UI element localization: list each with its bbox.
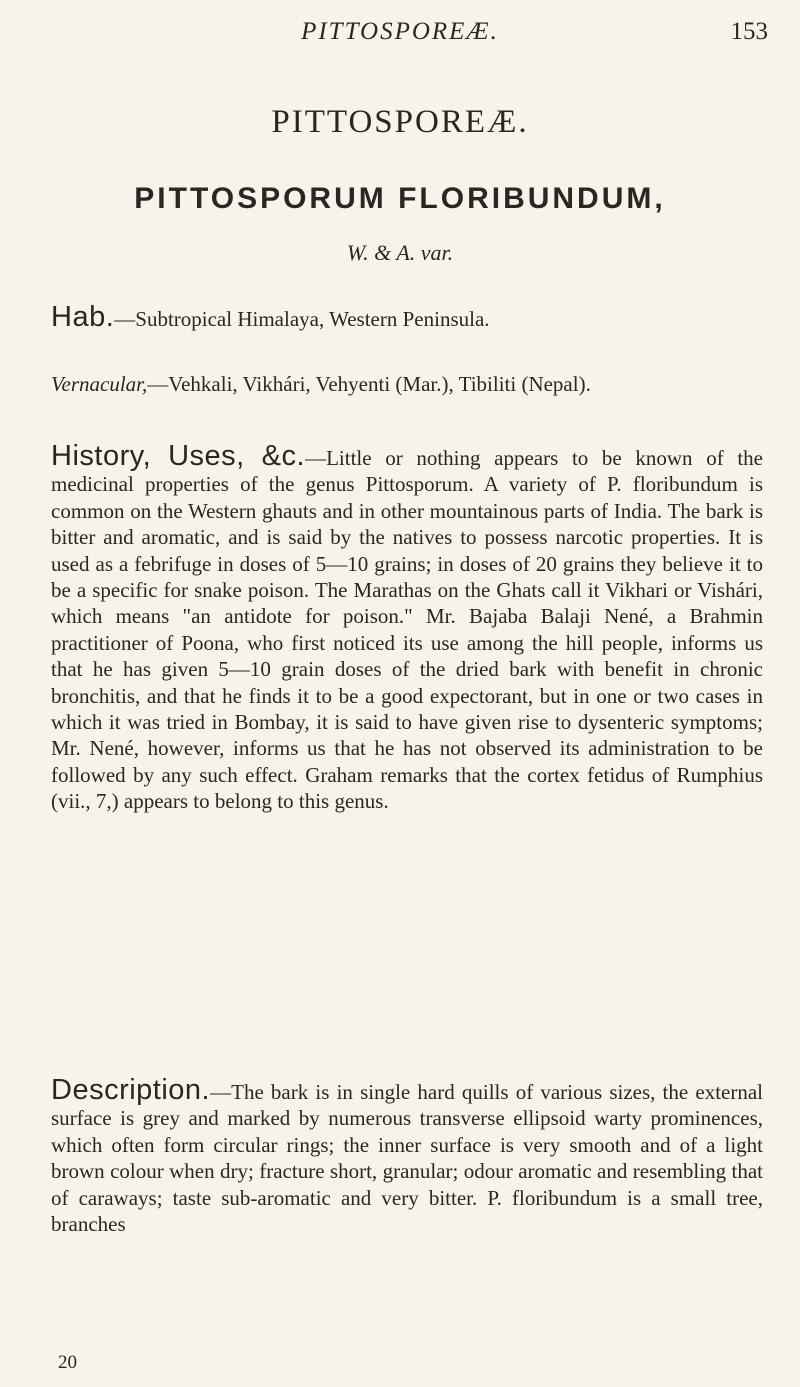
signature-mark: 20 bbox=[58, 1352, 77, 1373]
vernacular-paragraph bbox=[51, 371, 763, 397]
description-paragraph bbox=[51, 1074, 763, 1237]
page-number: 153 bbox=[730, 18, 768, 45]
vernacular-heading: Vernacular, bbox=[51, 372, 148, 396]
history-paragraph bbox=[51, 440, 763, 815]
running-title: PITTOSPOREÆ. bbox=[301, 18, 499, 45]
vernacular-text: —Vehkali, Vikhári, Vehyenti (Mar.), Tibiliti (Nepal). bbox=[147, 372, 591, 396]
history-heading: History, Uses, &c. bbox=[51, 440, 306, 472]
description-heading: Description. bbox=[51, 1074, 211, 1106]
species-authority: W. & A. var. bbox=[346, 240, 454, 265]
species-title: PITTOSPORUM FLORIBUNDUM, bbox=[134, 182, 666, 215]
description-text: —The bark is in single hard quills of various sizes, the external surface is grey and marked by numerous transverse ellipsoid warty prominences, which often form circular rings; the inner surface is very smooth and of a light brown colour when dry; fracture short, granular; odour aromatic and resembling that of caraways; taste sub-aromatic and very bitter. P. floribundum is a small tree, branches bbox=[51, 1080, 763, 1237]
history-text: —Little or nothing appears to be known of the medicinal properties of the genus Pittosporum. A variety of P. floribundum is common on the Western ghauts and in other mountainous parts of India. The bark is bitter and aromatic, and is said by the natives to possess narcotic properties. It is used as a febrifuge in doses of 5—10 grains; in doses of 20 grains they believe it to be a specific for snake poison. The Marathas on the Ghats call it Vikhari or Vishári, which means "an antidote for poison." Mr. Bajaba Balaji Nené, a Brahmin practitioner of Poona, who first noticed its use among the hill people, informs us that he has given 5—10 grain doses of the dried bark with benefit in chronic bronchitis, and that he finds it to be a good expectorant, but in one or two cases in which it was tried in Bombay, it is said to have given rise to dysenteric symptoms; Mr. Nené, however, informs us that he has not observed its administration to be followed by any such effect. Graham remarks that the cortex fetidus of Rumphius (vii., 7,) appears to belong to this genus. bbox=[51, 446, 763, 814]
family-title: PITTOSPOREÆ. bbox=[271, 104, 529, 140]
habitat-heading: Hab. bbox=[51, 301, 115, 333]
habitat-text: —Subtropical Himalaya, Western Peninsula. bbox=[114, 307, 490, 331]
habitat-paragraph bbox=[51, 301, 763, 333]
